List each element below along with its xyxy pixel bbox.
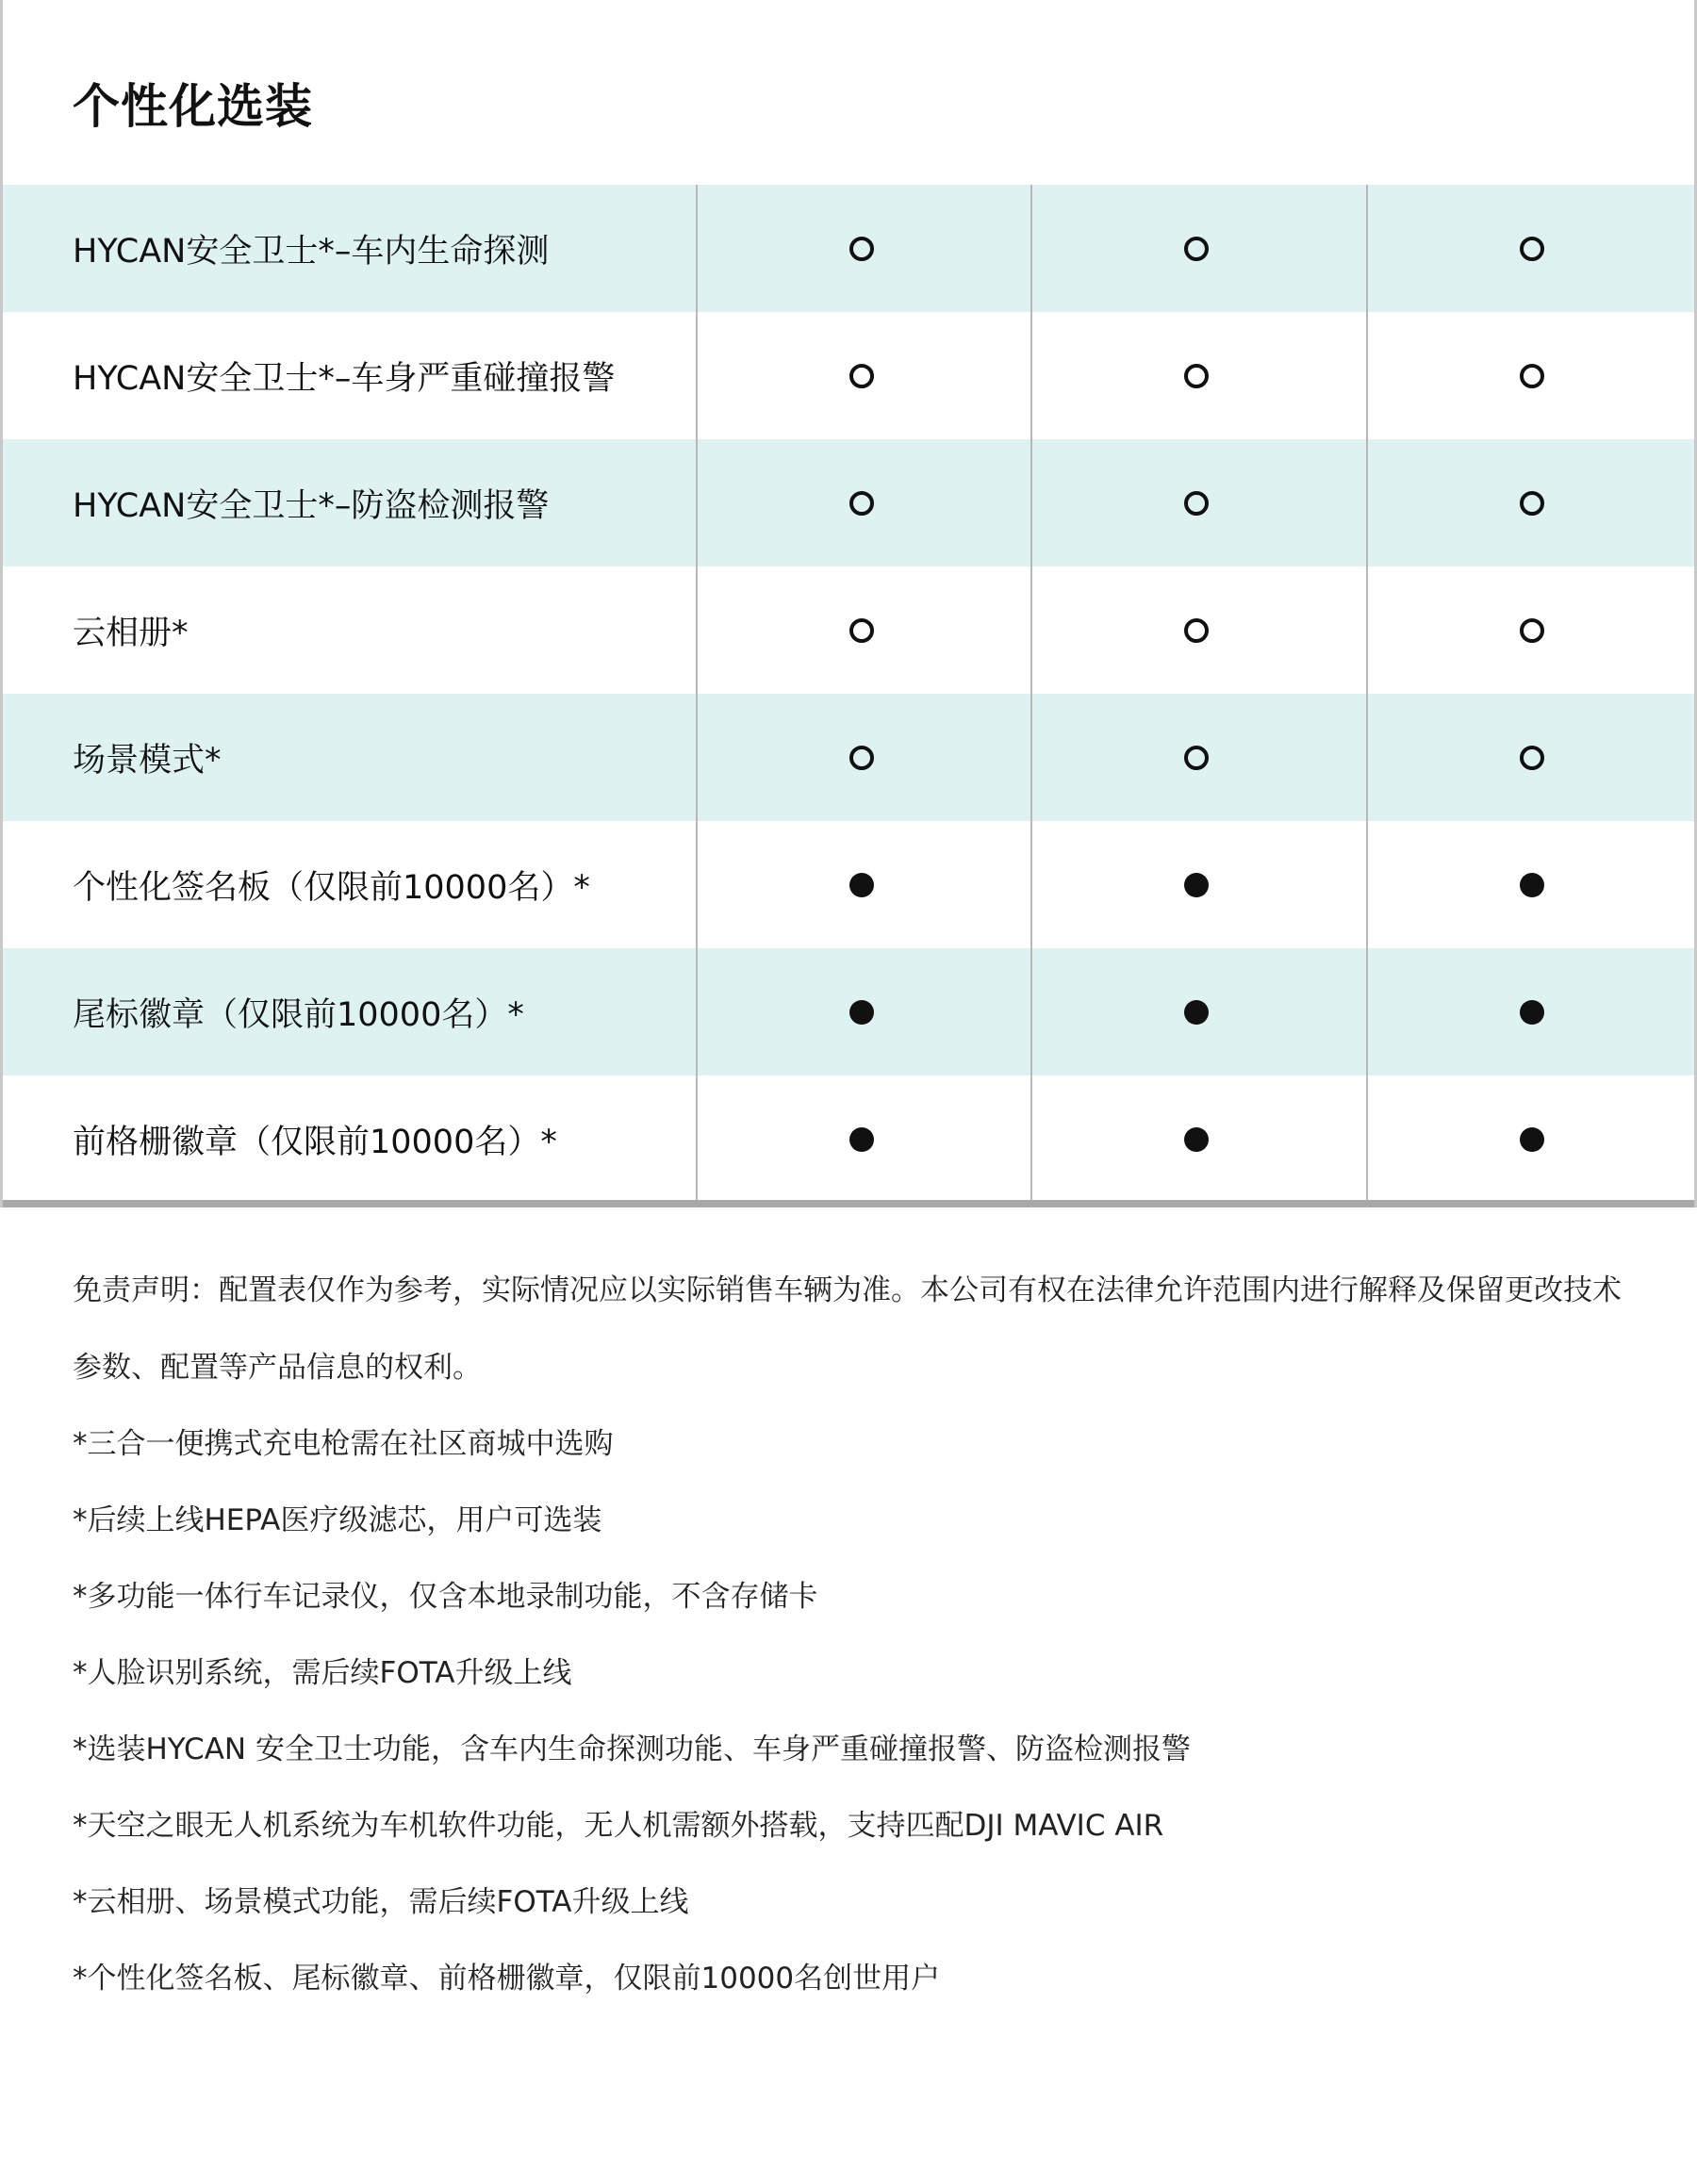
row-label: 云相册* — [73, 614, 189, 652]
optional-circle-icon — [849, 618, 874, 643]
table-row — [3, 567, 1694, 694]
column-divider-3 — [1366, 185, 1368, 1201]
footnote-list — [73, 1406, 1638, 2017]
optional-circle-icon — [1184, 618, 1209, 643]
standard-dot-icon — [1184, 873, 1209, 897]
table-row — [3, 1076, 1694, 1203]
table-row — [3, 694, 1694, 821]
standard-dot-icon — [1184, 1000, 1209, 1025]
footnote-item: *三合一便携式充电枪需在社区商城中选购 — [73, 1427, 614, 1461]
footnote-item: *云相册、场景模式功能，需后续FOTA升级上线 — [73, 1885, 689, 1919]
optional-circle-icon — [1520, 618, 1544, 643]
optional-circle-icon — [849, 364, 874, 388]
row-label: 个性化签名板（仅限前10000名）* — [73, 868, 590, 907]
standard-dot-icon — [849, 1127, 874, 1152]
optional-circle-icon — [1520, 237, 1544, 261]
table-bottom-rule — [3, 1200, 1694, 1207]
footnote-item: *个性化签名板、尾标徽章、前格栅徽章，仅限前10000名创世用户 — [73, 1962, 941, 1995]
optional-circle-icon — [849, 237, 874, 261]
optional-circle-icon — [1184, 364, 1209, 388]
standard-dot-icon — [1520, 1127, 1544, 1152]
optional-circle-icon — [1520, 491, 1544, 516]
table-row — [3, 948, 1694, 1076]
row-label: HYCAN安全卫士*–防盗检测报警 — [73, 486, 550, 525]
footnote-item: *选装HYCAN 安全卫士功能，含车内生命探测功能、车身严重碰撞报警、防盗检测报警 — [73, 1732, 1191, 1766]
row-label: 场景模式* — [73, 741, 222, 780]
footnote-item: *人脸识别系统，需后续FOTA升级上线 — [73, 1656, 572, 1690]
footnote-item: *多功能一体行车记录仪，仅含本地录制功能，不含存储卡 — [73, 1580, 818, 1614]
row-label: HYCAN安全卫士*–车内生命探测 — [73, 232, 550, 271]
table-row — [3, 821, 1694, 948]
row-label: 前格栅徽章（仅限前10000名）* — [73, 1123, 557, 1161]
optional-circle-icon — [1520, 746, 1544, 770]
table-row — [3, 185, 1694, 312]
disclaimer-text: 免责声明：配置表仅作为参考，实际情况应以实际销售车辆为准。本公司有权在法律允许范围内进行解释及保留更改技术参数、配置等产品信息的权利。 — [73, 1273, 1622, 1385]
notes-section — [73, 1252, 1638, 2017]
standard-dot-icon — [1184, 1127, 1209, 1152]
optional-circle-icon — [849, 746, 874, 770]
section-title: 个性化选装 — [73, 79, 313, 134]
standard-dot-icon — [849, 1000, 874, 1025]
footnote-item: *天空之眼无人机系统为车机软件功能，无人机需额外搭载，支持匹配DJI MAVIC AIR — [73, 1809, 1164, 1843]
column-divider-1 — [696, 185, 698, 1201]
optional-circle-icon — [1520, 364, 1544, 388]
row-label: HYCAN安全卫士*–车身严重碰撞报警 — [73, 359, 616, 398]
table-row — [3, 312, 1694, 439]
standard-dot-icon — [849, 873, 874, 897]
optional-circle-icon — [849, 491, 874, 516]
table-row — [3, 439, 1694, 567]
footnote-item: *后续上线HEPA医疗级滤芯，用户可选装 — [73, 1503, 602, 1537]
standard-dot-icon — [1520, 1000, 1544, 1025]
options-table — [3, 185, 1694, 1203]
standard-dot-icon — [1520, 873, 1544, 897]
optional-circle-icon — [1184, 237, 1209, 261]
optional-circle-icon — [1184, 746, 1209, 770]
row-label: 尾标徽章（仅限前10000名）* — [73, 995, 524, 1034]
optional-circle-icon — [1184, 491, 1209, 516]
column-divider-2 — [1030, 185, 1032, 1201]
